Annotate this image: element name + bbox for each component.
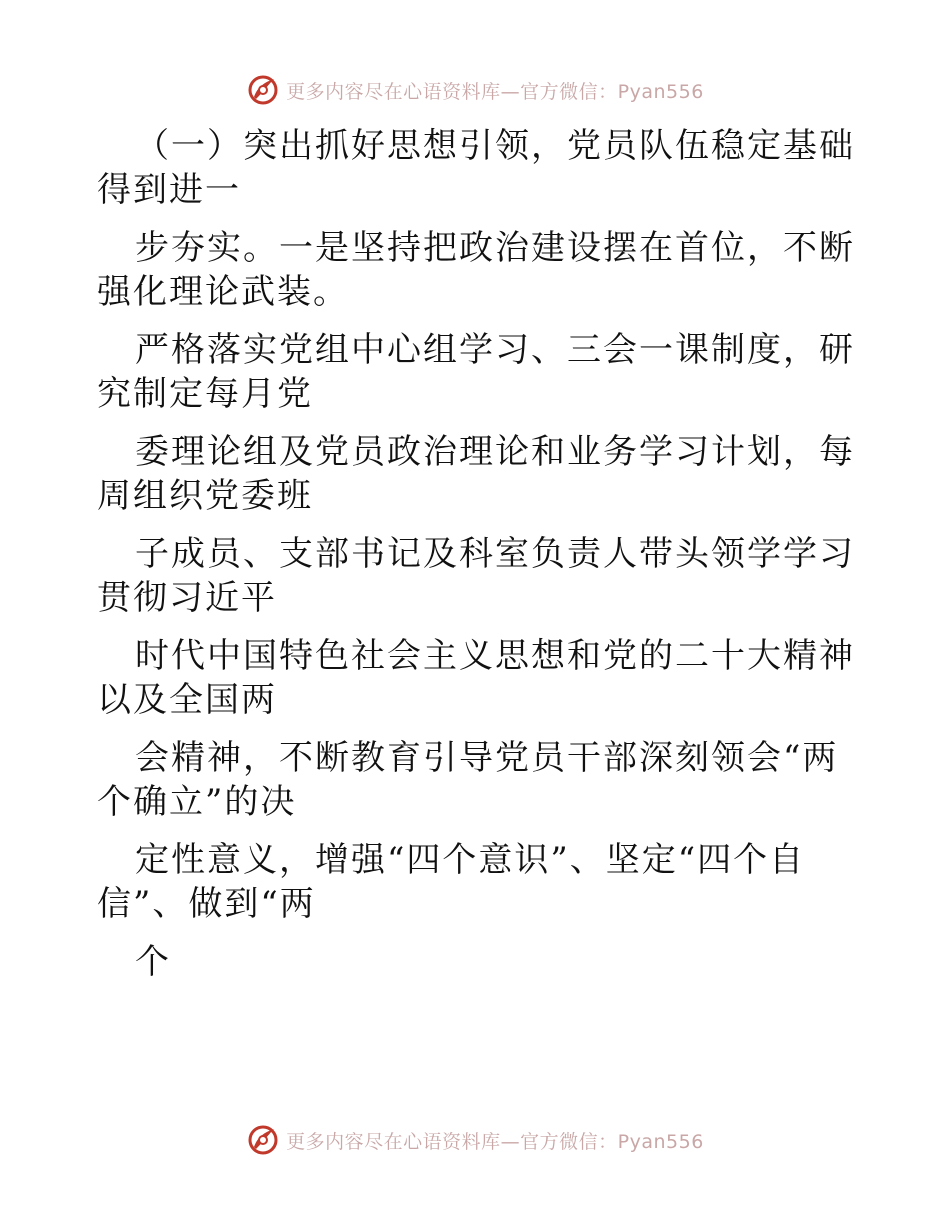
paragraph-line: 时代中国特色社会主义思想和党的二十大精神以及全国两 <box>97 636 855 720</box>
watermark-text: 更多内容尽在心语资料库—官方微信：Pyan556 <box>286 80 704 103</box>
paragraph-line: 严格落实党组中心组学习、三会一课制度，研究制定每月党 <box>97 330 855 414</box>
watermark-text: 更多内容尽在心语资料库—官方微信：Pyan556 <box>286 1130 704 1153</box>
paragraph-line: 委理论组及党员政治理论和业务学习计划，每周组织党委班 <box>97 432 855 516</box>
logo-icon <box>246 73 280 107</box>
paragraph-line: 子成员、支部书记及科室负责人带头领学学习贯彻习近平 <box>97 534 855 618</box>
paragraph-line: 会精神，不断教育引导党员干部深刻领会“两个确立”的决 <box>97 738 839 822</box>
document-body <box>97 124 857 998</box>
header-watermark <box>0 70 950 110</box>
footer-watermark <box>0 1120 950 1160</box>
paragraph-line: 个 <box>135 942 171 982</box>
paragraph-line: （一）突出抓好思想引领，党员队伍稳定基础得到进一 <box>97 126 855 210</box>
paragraph-line: 定性意义，增强“四个意识”、坚定“四个自信”、做到“两 <box>97 840 806 924</box>
logo-icon <box>246 1123 280 1157</box>
paragraph-line: 步夯实。一是坚持把政治建设摆在首位，不断强化理论武装。 <box>97 228 855 312</box>
